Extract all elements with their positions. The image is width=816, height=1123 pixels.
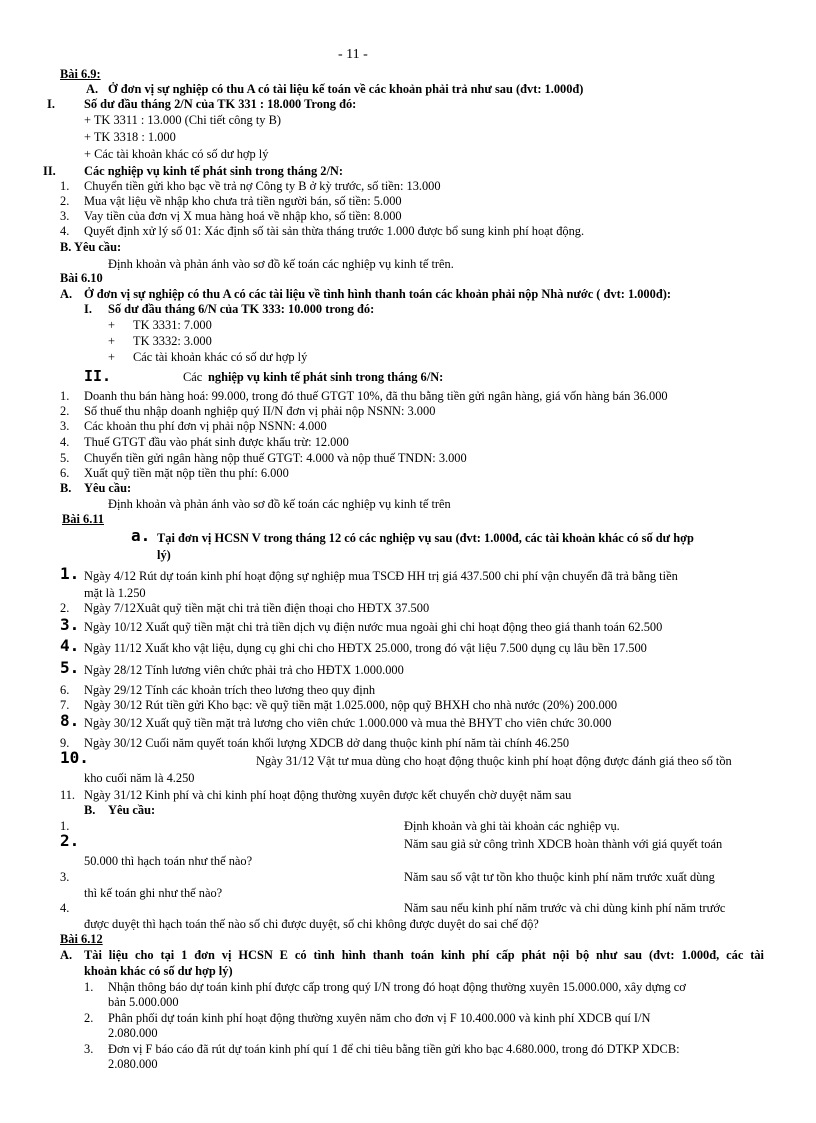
list-item-number: 3. [60,615,80,634]
balance-line: + Các tài khoản khác có số dư hợp lý [84,147,269,161]
section-ii-marker: II. [84,367,112,385]
list-item-text-cont: mặt là 1.250 [84,586,146,600]
section-a-heading: Ở đơn vị sự nghiệp có thu A có các tài liệu về tình hình thanh toán các khoản phải nộp Nhà nước ( đvt: 1.000đ): [84,287,671,301]
list-item-text: Vay tiền của đơn vị X mua hàng hoá về nhập kho, số tiền: 8.000 [84,209,402,223]
section-ii-marker: II. [43,164,56,178]
bullet-marker: + [108,350,115,364]
list-item-text: Phân phối dự toán kinh phí hoạt động thường xuyên năm cho đơn vị F 10.400.000 và kinh phí XDCB quí I/N [108,1011,651,1025]
requirement-number: 4. [60,901,70,915]
list-item-text-cont: bản 5.000.000 [108,995,179,1009]
requirement-marker: B. [60,481,72,495]
list-item-number: 3. [84,1042,94,1056]
list-item-text: Số thuế thu nhập doanh nghiệp quý II/N đơn vị phải nộp NSNN: 3.000 [84,404,436,418]
section-a-heading-cont: khoản khác có số dư hợp lý) [84,964,233,978]
requirement-text: Định khoản và phản ánh vào sơ đồ kế toán các nghiệp vụ kinh tế trên [108,497,451,511]
list-item-number: 2. [60,194,70,208]
list-item-text: Xuất quỹ tiền mặt nộp tiền thu phí: 6.000 [84,466,289,480]
balance-line: + TK 3311 : 13.000 (Chi tiết công ty B) [84,113,281,127]
section-i-heading: Số dư đầu tháng 6/N của TK 333: 10.000 trong đó: [108,302,375,316]
list-item-number: 9. [60,736,70,750]
balance-line: TK 3332: 3.000 [133,334,212,348]
requirement-marker: B. [84,803,96,817]
list-item-number: 6. [60,466,70,480]
list-item-text: Ngày 29/12 Tính các khoản trích theo lương theo quy định [84,683,376,697]
section-a-marker: a. [131,526,151,545]
list-item-number: 7. [60,698,70,712]
list-item-text: Quyết định xử lý số 01: Xác định số tài sản thừa tháng trước 1.000 được bổ sung kinh phí hoạt động. [84,224,585,238]
list-item-text: Các khoản thu phí đơn vị phải nộp NSNN: 4.000 [84,419,327,433]
list-item-number: 5. [60,658,80,677]
requirement-text-cont: được duyệt thì hạch toán thế nào số chi được duyệt, số chi không được duyệt do sai chế độ? [84,917,539,931]
list-item-text: Ngày 30/12 Cuối năm quyết toán khối lượng XDCB dở dang thuộc kinh phí năm tài chính 46.250 [84,736,570,750]
section-a-marker: A. [60,287,73,301]
list-item-number: 2. [60,601,70,615]
section-i-marker: I. [47,97,55,111]
section-a-marker: A. [86,82,99,96]
section-i-marker: I. [84,302,92,316]
list-item-text: Đơn vị F báo cáo đã rút dự toán kinh phí quí 1 để chi tiêu bằng tiền gửi kho bạc 4.680.000, trong đó DTKP XDCB: [108,1042,680,1056]
section-ii-heading: nghiệp vụ kinh tế phát sinh trong tháng 6/N: [208,370,444,384]
list-item-text: Ngày 31/12 Vật tư mua dùng cho hoạt động thuộc kinh phí hoạt động được đánh giá theo số tồn [256,754,732,768]
section-a-heading: Tài liệu cho tại 1 đơn vị HCSN E có tình hình thanh toán kinh phí cấp phát nội bộ như sau (đvt: 1.000đ, các tài [84,948,764,962]
exercise-title-6-9: Bài 6.9: [60,67,101,81]
list-item-text: Ngày 7/12Xuât quỹ tiền mặt chi trả tiền điện thoại cho HĐTX 37.500 [84,601,430,615]
exercise-title-6-10: Bài 6.10 [60,271,103,285]
list-item-number: 4. [60,435,70,449]
list-item-text: Ngày 28/12 Tính lương viên chức phải trả cho HĐTX 1.000.000 [84,663,404,677]
list-item-number: 8. [60,711,80,730]
list-item-number: 4. [60,636,80,655]
bullet-marker: + [108,318,115,332]
section-a-marker: A. [60,948,73,962]
requirement-heading: B. Yêu cầu: [60,240,122,254]
list-item-number: 2. [60,404,70,418]
list-item-number: 1. [60,389,70,403]
list-item-text: Ngày 10/12 Xuất quỹ tiền mặt chi trả tiền dịch vụ điện nước mua ngoài ghi chi hoạt động theo giá thanh toán 62.500 [84,620,663,634]
list-item-text-cont: kho cuối năm là 4.250 [84,771,195,785]
list-item-number: 1. [60,564,80,583]
list-item-text: Chuyển tiền gửi kho bạc về trả nợ Công ty B ở kỳ trước, số tiền: 13.000 [84,179,441,193]
list-item-text: Ngày 30/12 Rút tiền gửi Kho bạc: về quỹ tiền mặt 1.025.000, nộp quỹ BHXH cho nhà nước (20%) 200.000 [84,698,618,712]
section-ii-prefix: Các [183,370,203,384]
section-a-heading: Ở đơn vị sự nghiệp có thu A có tài liệu kế toán về các khoản phải trả như sau (đvt: 1.000đ) [108,82,584,96]
section-i-heading: Số dư đầu tháng 2/N của TK 331 : 18.000 Trong đó: [84,97,357,111]
list-item-number: 1. [60,179,70,193]
list-item-text-cont: 2.080.000 [108,1057,158,1071]
bullet-marker: + [108,334,115,348]
requirement-text: Năm sau nếu kinh phí năm trước và chi dùng kinh phí năm trước [404,901,726,915]
list-item-text-cont: 2.080.000 [108,1026,158,1040]
balance-line: + TK 3318 : 1.000 [84,130,176,144]
list-item-number: 1. [84,980,94,994]
section-ii-heading: Các nghiệp vụ kinh tế phát sinh trong tháng 2/N: [84,164,344,178]
requirement-number: 2. [60,831,80,850]
list-item-text: Thuế GTGT đầu vào phát sinh được khấu trừ: 12.000 [84,435,349,449]
section-a-heading: Tại đơn vị HCSN V trong tháng 12 có các nghiệp vụ sau (đvt: 1.000đ, các tài khoản khác có số dư hợp [157,531,694,545]
section-a-heading-cont: lý) [157,548,171,562]
requirement-text: Định khoản và phản ánh vào sơ đồ kế toán các nghiệp vụ kinh tế trên. [108,257,454,271]
page-number: - 11 - [338,47,368,62]
list-item-text: Mua vật liệu về nhập kho chưa trả tiền người bán, số tiền: 5.000 [84,194,402,208]
list-item-number: 3. [60,419,70,433]
requirement-text: Định khoản và ghi tài khoản các nghiệp vụ. [404,819,620,833]
requirement-text: Năm sau giả sử công trình XDCB hoàn thành với giá quyết toán [404,837,723,851]
requirement-text: Năm sau số vật tư tồn kho thuộc kinh phí năm trước xuất dùng [404,870,715,884]
list-item-text: Ngày 31/12 Kinh phí và chi kinh phí hoạt động thường xuyên được kết chuyển chờ duyệt năm sau [84,788,572,802]
requirement-number: 1. [60,819,70,833]
list-item-text: Chuyển tiền gửi ngân hàng nộp thuế GTGT: 4.000 và nộp thuế TNDN: 3.000 [84,451,467,465]
list-item-text: Nhận thông báo dự toán kinh phí được cấp trong quý I/N trong đó hoạt động thường xuyên 15.000.000, xây dựng cơ [108,980,686,994]
requirement-text-cont: thì kế toán ghi như thế nào? [84,886,223,900]
list-item-text: Doanh thu bán hàng hoá: 99.000, trong đó thuế GTGT 10%, đã thu bằng tiền gửi ngân hàng, giá vốn hàng bán 36.000 [84,389,668,403]
list-item-text: Ngày 4/12 Rút dự toán kinh phí hoạt động sự nghiệp mua TSCĐ HH trị giá 437.500 chi phí vận chuyển đã trả bằng tiền [84,569,678,583]
list-item-text: Ngày 11/12 Xuất kho vật liệu, dụng cụ ghi chi cho HĐTX 25.000, trong đó vật liệu 7.500 dụng cụ lâu bền 17.500 [84,641,647,655]
list-item-number: 11. [60,788,76,802]
requirement-text-cont: 50.000 thì hạch toán như thế nào? [84,854,253,868]
balance-line: Các tài khoản khác có số dư hợp lý [133,350,308,364]
list-item-number: 10. [60,748,89,767]
list-item-number: 3. [60,209,70,223]
requirement-number: 3. [60,870,70,884]
list-item-number: 4. [60,224,70,238]
requirement-heading: Yêu cầu: [108,803,156,817]
exercise-title-6-11: Bài 6.11 [62,512,104,526]
list-item-text: Ngày 30/12 Xuất quỹ tiền mặt trả lương cho viên chức 1.000.000 và mua thẻ BHYT cho viên chức 30.000 [84,716,612,730]
list-item-number: 2. [84,1011,94,1025]
list-item-number: 5. [60,451,70,465]
requirement-heading: Yêu cầu: [84,481,132,495]
list-item-number: 6. [60,683,70,697]
balance-line: TK 3331: 7.000 [133,318,212,332]
exercise-title-6-12: Bài 6.12 [60,932,103,946]
